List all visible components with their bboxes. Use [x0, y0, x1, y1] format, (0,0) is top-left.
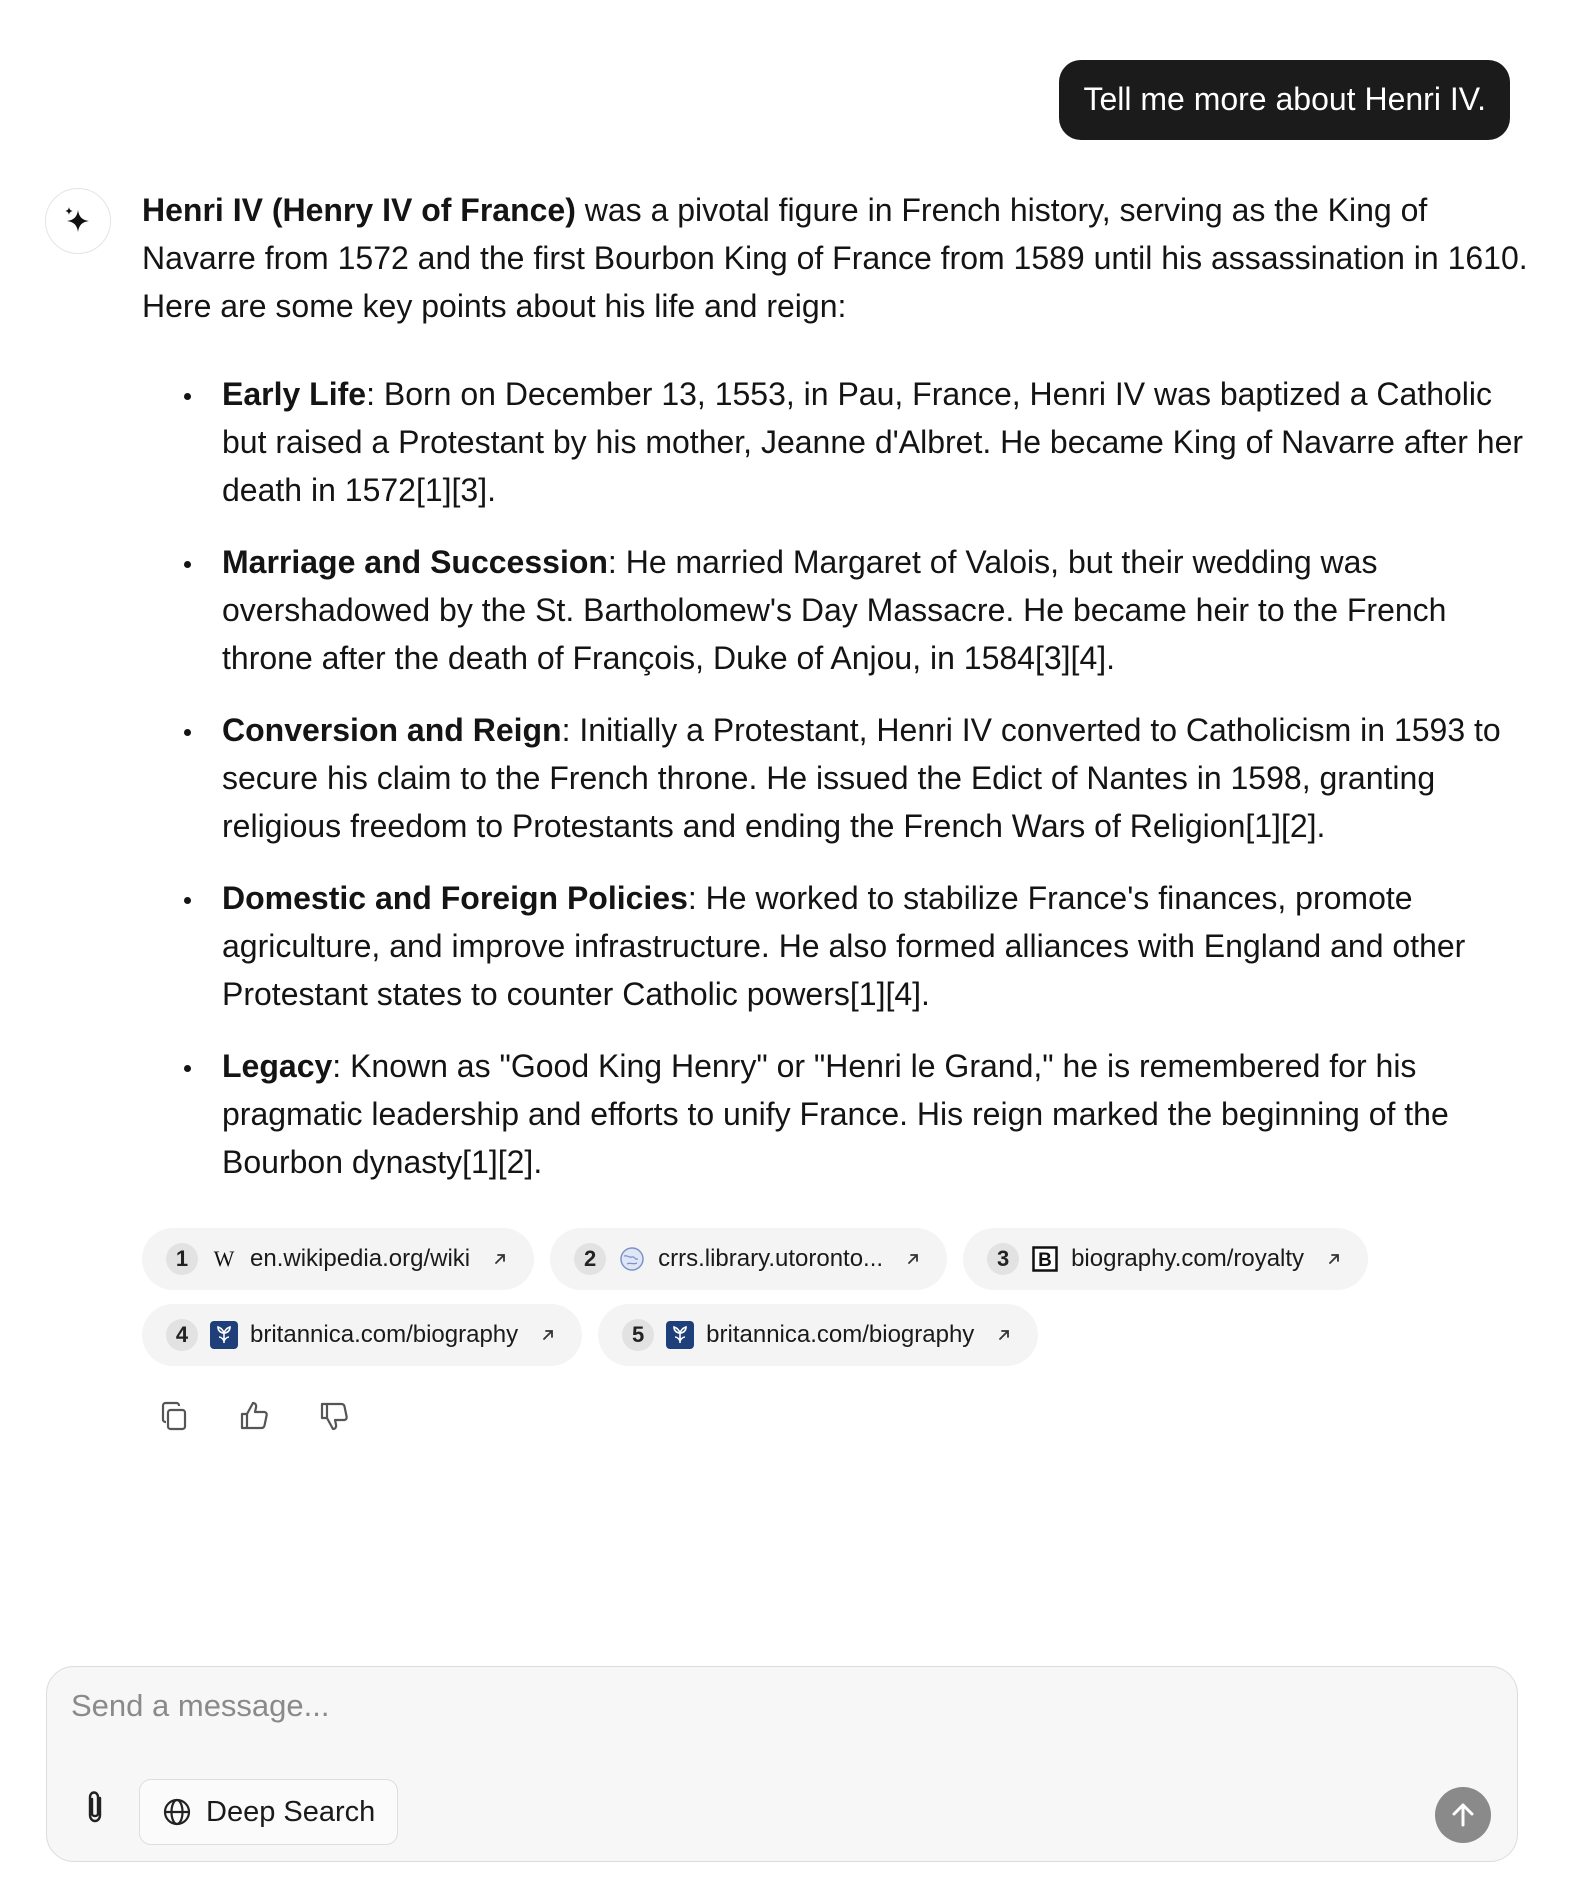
source-number: 2 — [574, 1243, 606, 1275]
svg-text:W: W — [213, 1248, 235, 1270]
bullet-text: : Born on December 13, 1553, in Pau, France, Henri IV was baptized a Catholic but raised a Protestant by his mother, Jeanne d'Albret. He became King of Navarre after her death in 1572[1][3]. — [222, 376, 1524, 508]
external-link-icon — [994, 1325, 1014, 1345]
thumbs-up-button[interactable] — [238, 1400, 270, 1432]
bullet-title: Early Life — [222, 376, 367, 412]
bullet-text: : He worked to stabilize France's finances, promote agriculture, and improve infrastructure. He also formed alliances with England and other Protestant states to counter Catholic powers[1][4]. — [222, 880, 1466, 1012]
bullet-text: : Known as "Good King Henry" or "Henri le Grand," he is remembered for his pragmatic leadership and efforts to unify France. His reign marked the beginning of the Bourbon dynasty[1][2]. — [222, 1048, 1449, 1180]
list-item — [222, 1042, 1532, 1186]
bullet-text: : He married Margaret of Valois, but their wedding was overshadowed by the St. Bartholomew's Day Massacre. He became heir to the French throne after the death of François, Duke of Anjou, in 1584[3][4]. — [222, 544, 1447, 676]
source-label: en.wikipedia.org/wiki — [250, 1245, 471, 1272]
source-chip-row — [142, 1228, 1532, 1290]
list-item — [222, 370, 1532, 514]
answer-intro — [142, 186, 1532, 330]
britannica-icon — [210, 1321, 238, 1349]
thumbs-down-button[interactable] — [318, 1400, 350, 1432]
message-actions — [158, 1400, 350, 1432]
arrow-up-icon — [1448, 1800, 1478, 1830]
source-number: 1 — [166, 1243, 198, 1275]
source-chips — [142, 1228, 1532, 1380]
paperclip-icon — [84, 1789, 106, 1825]
source-label: crrs.library.utoronto... — [658, 1245, 884, 1272]
source-label: biography.com/royalty — [1071, 1245, 1305, 1272]
source-number: 5 — [622, 1319, 654, 1351]
wikipedia-icon — [210, 1245, 238, 1273]
bullet-title: Domestic and Foreign Policies — [222, 880, 688, 916]
answer-intro-text: was a pivotal figure in French history, serving as the King of Navarre from 1572 and the first Bourbon King of France from 1589 until his assassination in 1610. Here are some key points about his life and reign: — [142, 192, 1528, 324]
message-composer — [46, 1666, 1518, 1862]
external-link-icon — [538, 1325, 558, 1345]
source-label: britannica.com/biography — [706, 1321, 975, 1348]
thumbs-up-icon — [238, 1400, 270, 1432]
copy-button[interactable] — [158, 1400, 190, 1432]
source-chip-3[interactable] — [963, 1228, 1368, 1290]
deep-search-button[interactable] — [139, 1779, 398, 1845]
britannica-icon — [666, 1321, 694, 1349]
message-input[interactable] — [71, 1681, 1451, 1731]
thumbs-down-icon — [318, 1400, 350, 1432]
sparkle-icon — [61, 204, 95, 238]
source-chip-row — [142, 1304, 1532, 1366]
answer-intro-bold: Henri IV (Henry IV of France) — [142, 192, 576, 228]
globe-icon — [162, 1797, 192, 1827]
bullet-title: Legacy — [222, 1048, 333, 1084]
user-message-text: Tell me more about Henri IV. — [1083, 81, 1486, 117]
source-number: 4 — [166, 1319, 198, 1351]
copy-icon — [158, 1400, 190, 1432]
bullet-title: Conversion and Reign — [222, 712, 562, 748]
bullet-text: : Initially a Protestant, Henri IV converted to Catholicism in 1593 to secure his claim to the French throne. He issued the Edict of Nantes in 1598, granting religious freedom to Protestants and ending the French Wars of Religion[1][2]. — [222, 712, 1501, 844]
user-message-bubble — [1059, 60, 1510, 140]
source-number: 3 — [987, 1243, 1019, 1275]
assistant-avatar — [45, 188, 111, 254]
assistant-answer — [142, 186, 1532, 1210]
bullet-title: Marriage and Succession — [222, 544, 608, 580]
external-link-icon — [490, 1249, 510, 1269]
source-chip-1[interactable] — [142, 1228, 534, 1290]
list-item — [222, 874, 1532, 1018]
source-label: britannica.com/biography — [250, 1321, 519, 1348]
source-chip-5[interactable] — [598, 1304, 1038, 1366]
list-item — [222, 706, 1532, 850]
globe-favicon-icon — [618, 1245, 646, 1273]
external-link-icon — [1324, 1249, 1344, 1269]
deep-search-label: Deep Search — [206, 1795, 376, 1828]
list-item — [222, 538, 1532, 682]
attach-button[interactable] — [77, 1787, 113, 1827]
send-button[interactable] — [1435, 1787, 1491, 1843]
svg-text:B: B — [1038, 1250, 1052, 1271]
biography-icon — [1031, 1245, 1059, 1273]
external-link-icon — [903, 1249, 923, 1269]
source-chip-2[interactable] — [550, 1228, 947, 1290]
answer-bullet-list — [142, 370, 1532, 1186]
source-chip-4[interactable] — [142, 1304, 582, 1366]
